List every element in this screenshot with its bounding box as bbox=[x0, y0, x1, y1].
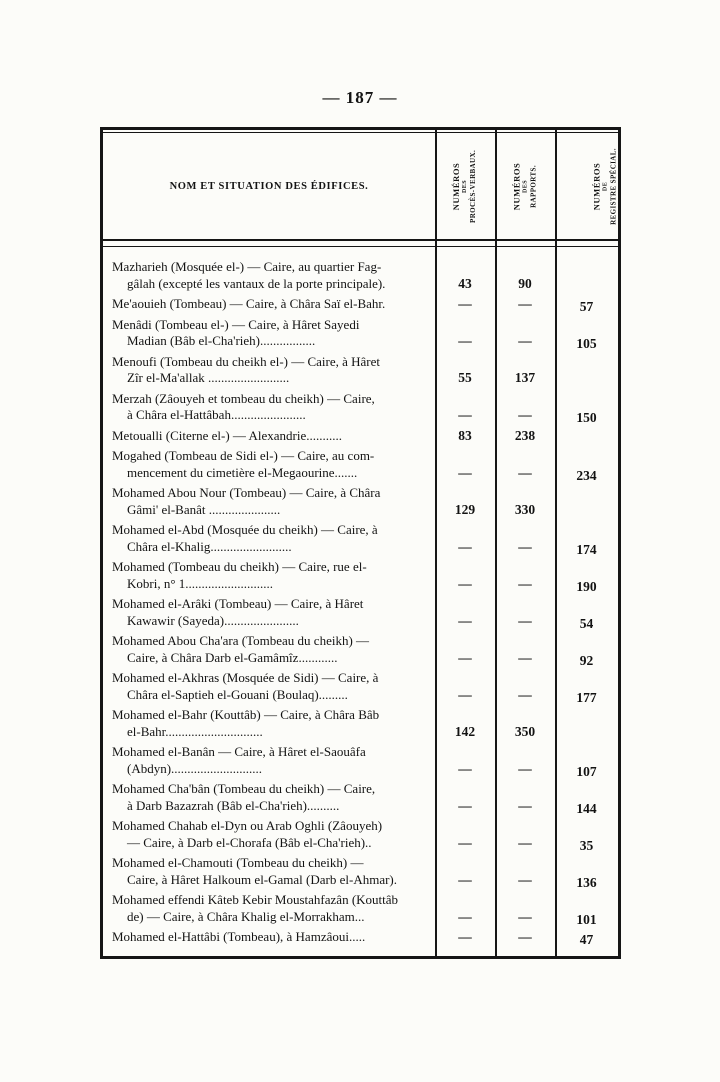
edifice-name bbox=[103, 428, 435, 445]
edifice-name bbox=[103, 296, 435, 313]
table-row bbox=[103, 668, 618, 705]
registre-special-number: 150 bbox=[576, 410, 597, 425]
proces-verbaux-number: — bbox=[458, 908, 472, 924]
edifice-name bbox=[103, 448, 435, 481]
edifice-name bbox=[103, 259, 435, 292]
registre-special-number: 234 bbox=[576, 467, 597, 483]
rapport-number: 238 bbox=[514, 427, 536, 443]
rapport-number: — bbox=[518, 908, 532, 924]
registre-special-number: 174 bbox=[576, 541, 597, 557]
edifice-name-line: el-Bahr.............................. bbox=[127, 723, 263, 739]
edifice-name bbox=[103, 670, 435, 703]
rapport-number: — bbox=[518, 296, 532, 311]
edifice-name bbox=[103, 633, 435, 666]
proces-verbaux-column-header bbox=[435, 133, 495, 239]
edifice-name bbox=[103, 522, 435, 555]
edifice-name-line: gâlah (excepté les vantaux de la porte principale). bbox=[127, 275, 386, 291]
edifice-name-line: de) — Caire, à Châra Khalig el-Morrakham... bbox=[127, 908, 365, 924]
edifice-name bbox=[103, 892, 435, 925]
registre-special-number: 101 bbox=[576, 911, 597, 927]
table-row bbox=[103, 389, 618, 426]
table-row bbox=[103, 520, 618, 557]
edifice-name bbox=[103, 391, 435, 424]
edifice-name-line: Zîr el-Ma'allak ......................... bbox=[127, 370, 290, 385]
edifice-name-line: Mohamed el-Arâki (Tombeau) — Caire, à Hâret bbox=[112, 596, 364, 611]
column-divider bbox=[435, 130, 437, 956]
table-row bbox=[103, 426, 618, 447]
rapport-number: — bbox=[518, 797, 532, 813]
edifice-name-line: Caire, à Hâret Halkoum el-Gamal (Darb el-Ahmar). bbox=[127, 871, 397, 887]
proces-verbaux-number: — bbox=[458, 834, 472, 850]
table-row bbox=[103, 352, 618, 389]
rapports-column-header bbox=[495, 133, 555, 239]
proces-verbaux-number: 43 bbox=[458, 275, 472, 291]
registre-special-number bbox=[555, 485, 618, 518]
rapport-number: — bbox=[518, 871, 532, 887]
edifice-name-line: à Darb Bazazrah (Bâb el-Cha'rieh).......... bbox=[127, 797, 340, 813]
rapport-number: — bbox=[518, 612, 532, 628]
rapport-number: 137 bbox=[514, 370, 536, 385]
vertical-header-line: NUMÉROS bbox=[511, 162, 522, 210]
registre-special-number: 35 bbox=[579, 837, 594, 853]
vertical-header-line: DE bbox=[602, 181, 609, 191]
registre-special-column-header bbox=[555, 133, 655, 239]
column-divider bbox=[555, 130, 557, 956]
edifice-name bbox=[103, 559, 435, 592]
edifice-name-line: Caire, à Châra Darb el-Gamâmîz............ bbox=[127, 649, 338, 665]
table-row bbox=[103, 315, 618, 352]
proces-verbaux-number: — bbox=[458, 649, 472, 665]
registre-special-number: 47 bbox=[579, 932, 594, 947]
proces-verbaux-number: — bbox=[458, 760, 472, 776]
edifice-name-line: Metoualli (Citerne el-) — Alexandrie........... bbox=[112, 427, 342, 443]
edifice-name-line: à Châra el-Hattâbah....................... bbox=[127, 407, 306, 422]
edifice-name-line: Kawawir (Sayeda)....................... bbox=[127, 612, 299, 628]
table-row bbox=[103, 853, 618, 890]
proces-verbaux-number: — bbox=[458, 686, 472, 702]
edifice-name bbox=[103, 818, 435, 851]
table-row bbox=[103, 779, 618, 816]
vertical-header-line: PROCÈS-VERBAUX. bbox=[469, 149, 478, 223]
table-row bbox=[103, 557, 618, 594]
edifice-name-line: Mohamed el-Banân — Caire, à Hâret el-Saouâfa bbox=[112, 744, 366, 759]
table-row bbox=[103, 742, 618, 779]
table-row bbox=[103, 816, 618, 853]
table-row bbox=[103, 483, 618, 520]
edifice-name bbox=[103, 855, 435, 888]
registre-special-number bbox=[555, 354, 618, 387]
edifice-name-line: Châra el-Khalig......................... bbox=[127, 538, 292, 554]
edifice-name bbox=[103, 596, 435, 629]
table-row bbox=[103, 294, 618, 315]
proces-verbaux-number: — bbox=[458, 797, 472, 813]
edifice-name-line: Mohamed Abou Nour (Tombeau) — Caire, à Châra bbox=[112, 485, 381, 500]
vertical-header-line: DES bbox=[522, 179, 529, 193]
rapport-number: 90 bbox=[518, 275, 532, 291]
edifice-name bbox=[103, 781, 435, 814]
table-row bbox=[103, 594, 618, 631]
column-divider bbox=[495, 130, 497, 956]
registre-special-number bbox=[555, 707, 618, 740]
registre-special-number: 144 bbox=[576, 800, 597, 816]
edifice-name-line: (Abdyn)............................ bbox=[127, 760, 263, 776]
proces-verbaux-number: 129 bbox=[454, 501, 476, 517]
edifice-name-line: Menâdi (Tombeau el-) — Caire, à Hâret Sayedi bbox=[112, 316, 360, 332]
edifice-name-line: mencement du cimetière el-Megaourine....... bbox=[127, 464, 358, 480]
table-row bbox=[103, 927, 618, 948]
edifice-name-line: Mohamed el-Abd (Mosquée du cheikh) — Caire, à bbox=[112, 522, 378, 537]
proces-verbaux-number: — bbox=[458, 464, 472, 480]
rapport-number: — bbox=[518, 464, 532, 480]
edifice-name-line: Châra el-Saptieh el-Gouani (Boulaq)......... bbox=[127, 686, 348, 702]
edifice-name bbox=[103, 929, 435, 946]
edifice-name-line: Mohamed el-Akhras (Mosquée de Sidi) — Caire, à bbox=[112, 670, 379, 685]
registre-special-number: 136 bbox=[576, 874, 597, 890]
table-body bbox=[103, 247, 618, 956]
edifice-name-line: Mohamed el-Hattâbi (Tombeau), à Hamzâoui..... bbox=[112, 929, 366, 944]
rapport-number: — bbox=[518, 834, 532, 850]
vertical-header-line: NUMÉROS bbox=[591, 162, 602, 210]
proces-verbaux-number: — bbox=[458, 538, 472, 554]
proces-verbaux-number: 142 bbox=[454, 723, 476, 739]
registre-special-number bbox=[555, 428, 618, 445]
edifice-name-line: Mogahed (Tombeau de Sidi el-) — Caire, au com- bbox=[112, 448, 375, 463]
rapport-number: — bbox=[518, 333, 532, 348]
vertical-header-line: NUMÉROS bbox=[451, 162, 462, 210]
table-header bbox=[103, 133, 618, 241]
edifice-name-line: Madian (Bâb el-Cha'rieh)................. bbox=[127, 333, 316, 348]
proces-verbaux-number: — bbox=[458, 407, 472, 422]
proces-verbaux-number: — bbox=[458, 575, 472, 591]
rapport-number: — bbox=[518, 538, 532, 554]
edifice-name-line: Mohamed Chahab el-Dyn ou Arab Oghli (Zâouyeh) bbox=[112, 818, 383, 833]
edifice-name bbox=[103, 485, 435, 518]
registre-special-number: 54 bbox=[579, 615, 594, 631]
registre-special-number: 57 bbox=[579, 299, 594, 314]
table-row bbox=[103, 705, 618, 742]
page-number: — 187 — bbox=[322, 88, 398, 107]
proces-verbaux-number: 83 bbox=[458, 427, 472, 443]
edifice-name-line: Mohamed Abou Cha'ara (Tombeau du cheikh) — bbox=[112, 633, 370, 648]
edifices-table bbox=[100, 127, 621, 959]
registre-special-number: 105 bbox=[576, 336, 597, 351]
rapport-number: 330 bbox=[514, 501, 536, 517]
rapport-number: — bbox=[518, 407, 532, 422]
registre-special-number: 107 bbox=[576, 763, 597, 779]
vertical-header-line: REGISTRE SPÉCIAL. bbox=[609, 147, 618, 225]
vertical-header-line: DES bbox=[462, 179, 469, 193]
proces-verbaux-number: — bbox=[458, 333, 472, 348]
edifice-name-line: Mohamed el-Bahr (Kouttâb) — Caire, à Châra Bâb bbox=[112, 707, 380, 722]
name-column-header: NOM ET SITUATION DES ÉDIFICES. bbox=[169, 180, 369, 192]
rapport-number: — bbox=[518, 760, 532, 776]
table-row bbox=[103, 631, 618, 668]
edifice-name-line: Mazharieh (Mosquée el-) — Caire, au quartier Fag- bbox=[112, 259, 382, 274]
edifice-name-line: Gâmi' el-Banât ...................... bbox=[127, 501, 281, 517]
edifice-name-line: Mohamed el-Chamouti (Tombeau du cheikh) — bbox=[112, 855, 364, 870]
registre-special-number: 177 bbox=[576, 689, 597, 705]
table-row bbox=[103, 257, 618, 294]
table-row bbox=[103, 446, 618, 483]
registre-special-number: 190 bbox=[576, 578, 597, 594]
edifice-name-line: Mohamed Cha'bân (Tombeau du cheikh) — Caire, bbox=[112, 781, 376, 796]
edifice-name bbox=[103, 707, 435, 740]
rapport-number: — bbox=[518, 575, 532, 591]
edifice-name-line: Mohamed (Tombeau du cheikh) — Caire, rue el- bbox=[112, 559, 367, 574]
edifice-name bbox=[103, 317, 435, 350]
edifice-name-line: Merzah (Zâouyeh et tombeau du cheikh) — Caire, bbox=[112, 390, 375, 406]
registre-special-number: 92 bbox=[579, 652, 594, 668]
edifice-name-line: Menoufi (Tombeau du cheikh el-) — Caire, à Hâret bbox=[112, 353, 381, 369]
rapport-number: 350 bbox=[514, 723, 536, 739]
edifice-name-line: Me'aouieh (Tombeau) — Caire, à Châra Saï el-Bahr. bbox=[112, 296, 386, 311]
proces-verbaux-number: — bbox=[458, 929, 472, 944]
edifice-name-line: — Caire, à Darb el-Chorafa (Bâb el-Cha'rieh).. bbox=[127, 834, 372, 850]
rapport-number: — bbox=[518, 686, 532, 702]
rapport-number: — bbox=[518, 649, 532, 665]
registre-special-number bbox=[555, 259, 618, 292]
table-row bbox=[103, 890, 618, 927]
edifice-name-line: Mohamed effendi Kâteb Kebir Moustahfazân (Kouttâb bbox=[112, 892, 399, 907]
proces-verbaux-number: — bbox=[458, 871, 472, 887]
edifice-name bbox=[103, 744, 435, 777]
edifice-name bbox=[103, 354, 435, 387]
rapport-number: — bbox=[518, 929, 532, 944]
edifice-name-line: Kobri, n° 1........................... bbox=[127, 575, 274, 591]
proces-verbaux-number: — bbox=[458, 612, 472, 628]
proces-verbaux-number: 55 bbox=[458, 370, 472, 385]
proces-verbaux-number: — bbox=[458, 296, 472, 311]
vertical-header-line: RAPPORTS. bbox=[529, 164, 538, 208]
